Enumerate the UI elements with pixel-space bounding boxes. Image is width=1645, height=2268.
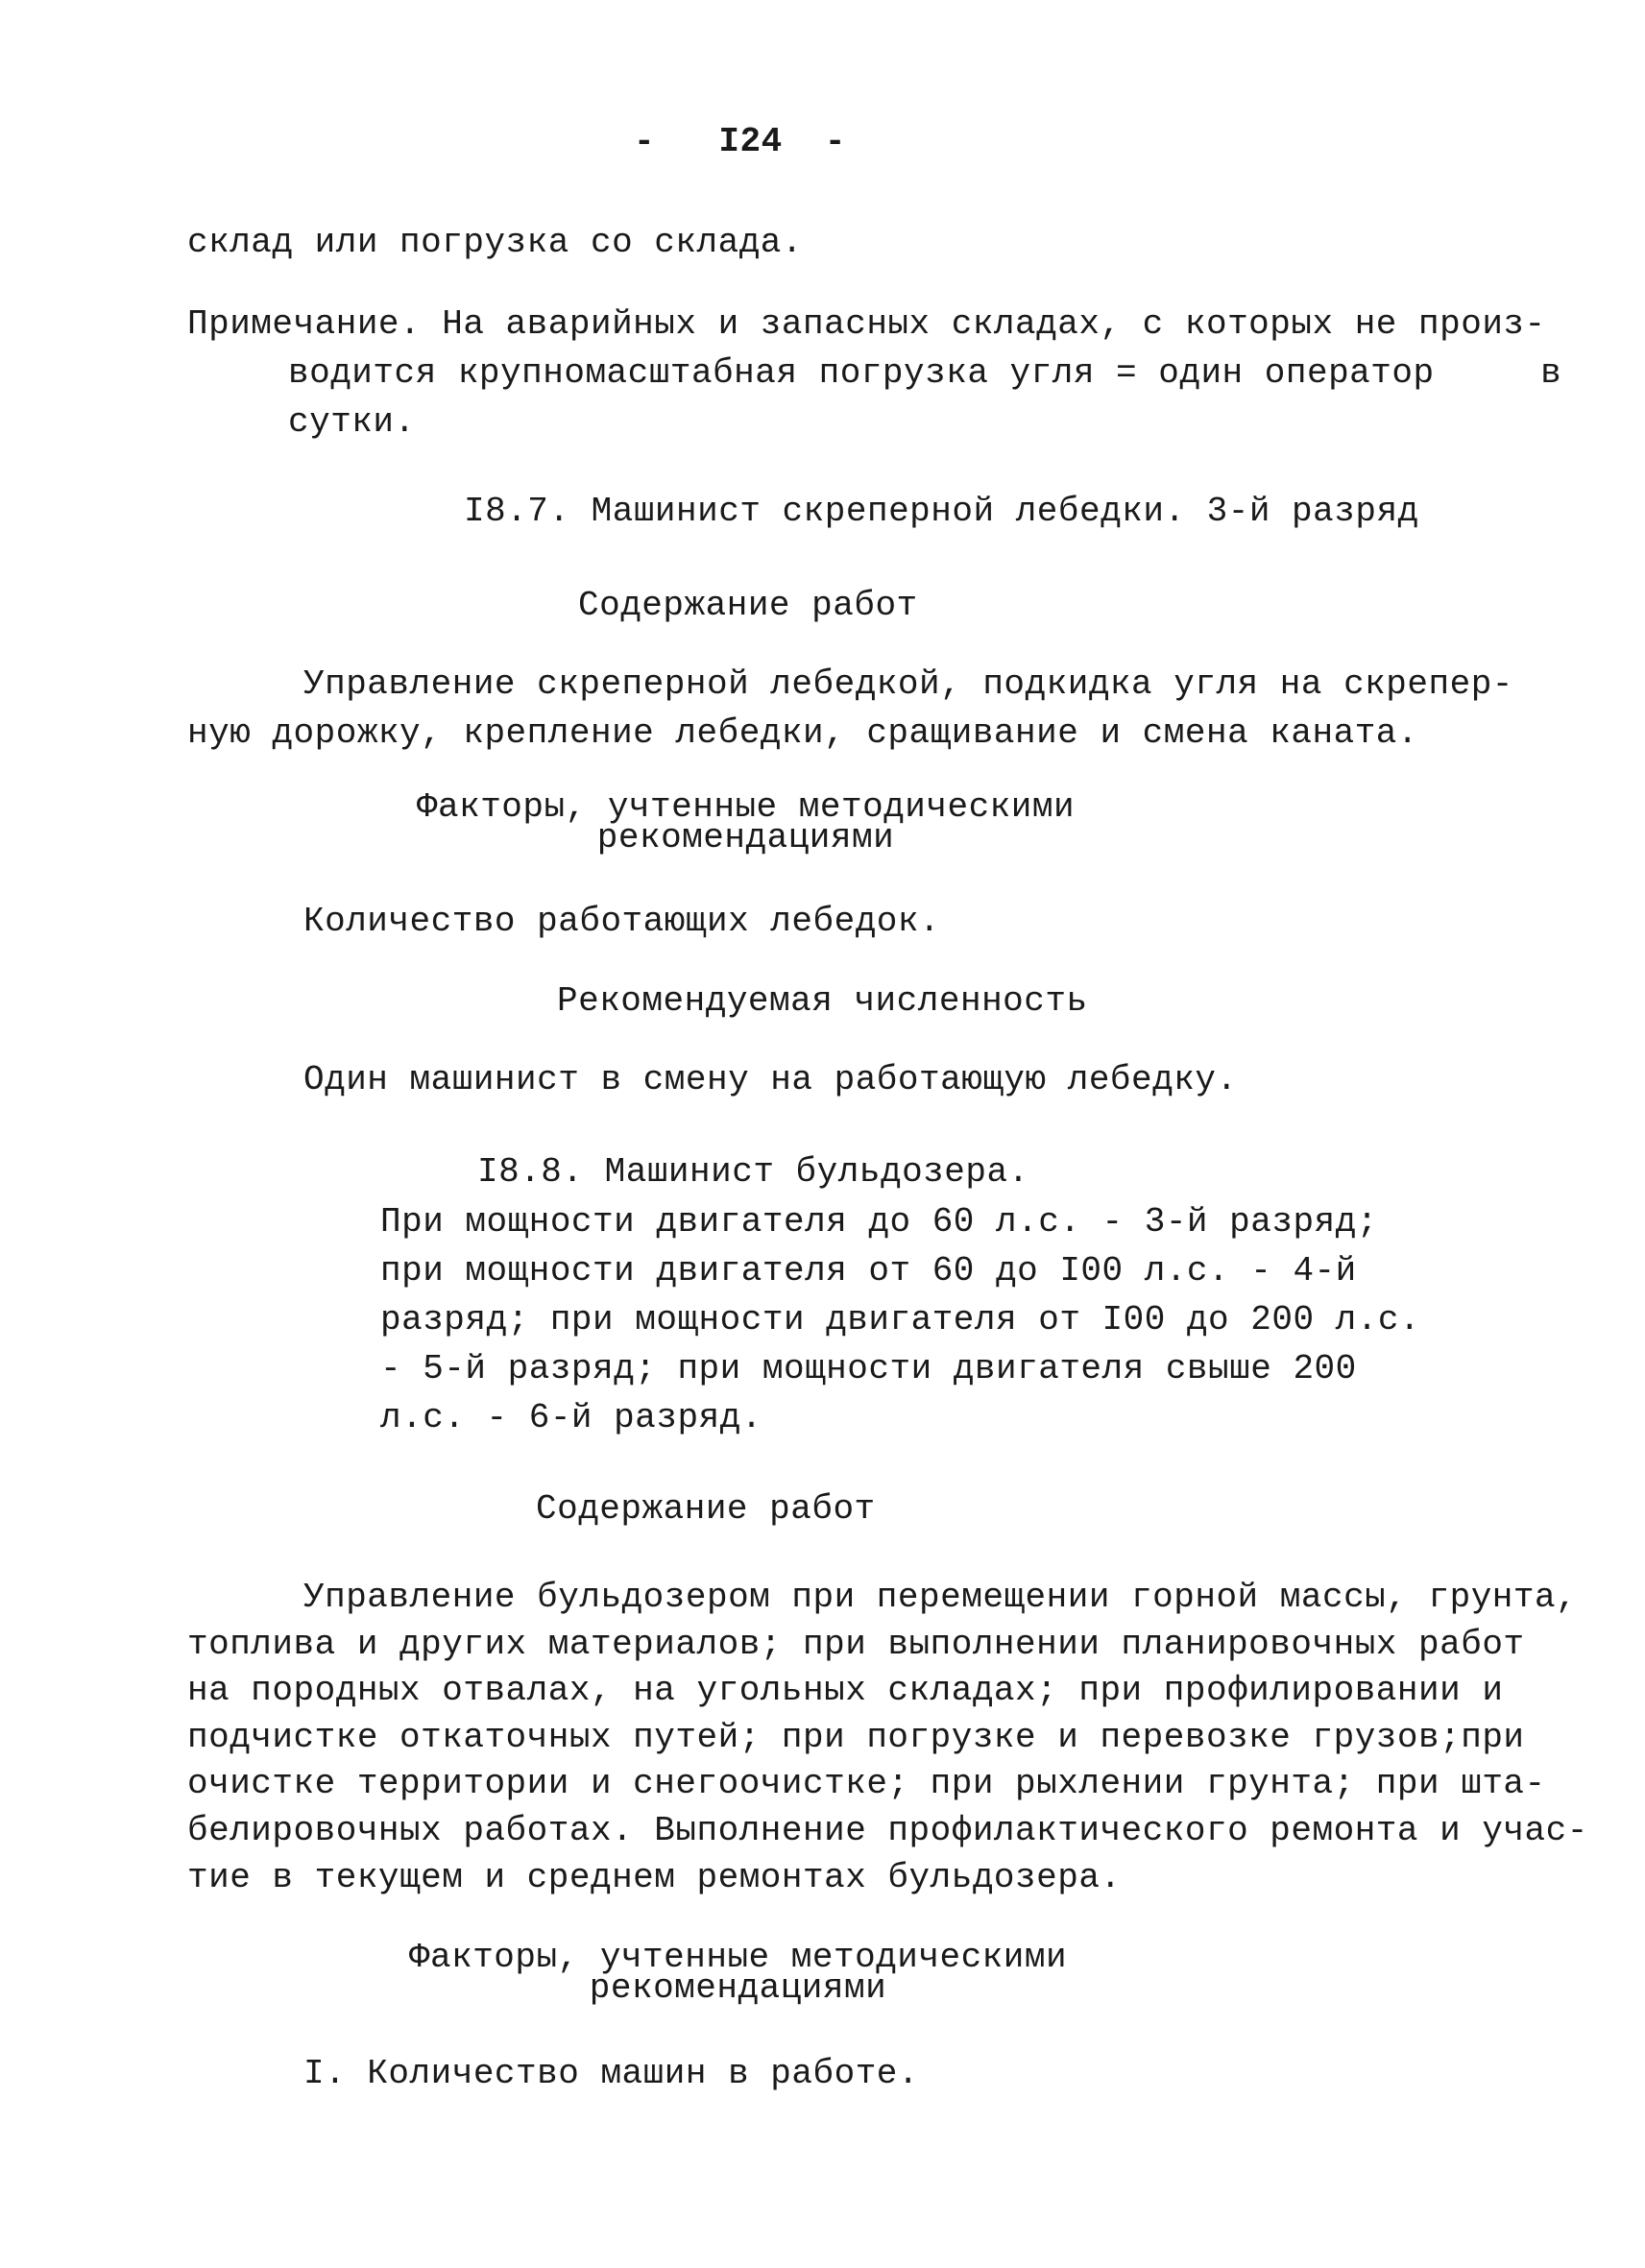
section-18-8-factors-item-1: I. Количество машин в работе. <box>303 2054 920 2093</box>
section-18-7-factors-text: Количество работающих лебедок. <box>303 902 941 941</box>
section-18-7-factors-heading-2: рекомендациями <box>596 818 895 857</box>
note-line-1: Примечание. На аварийных и запасных складах, с которых не произ- <box>187 304 1546 344</box>
intro-line: склад или погрузка со склада. <box>187 223 804 262</box>
section-18-8-grade-line-4: - 5-й разряд; при мощности двигателя свыше 200 <box>380 1349 1357 1388</box>
section-18-7-count-heading: Рекомендуемая численность <box>557 981 1088 1021</box>
note-line-2: водится крупномасштабная погрузка угля = один оператор в <box>288 353 1562 393</box>
section-18-8-grade-line-2: при мощности двигателя от 60 до I00 л.с. - 4-й <box>380 1251 1357 1291</box>
section-18-7-factors-heading-1: Факторы, учтенные методическими <box>416 787 1076 827</box>
section-18-8-work-heading: Содержание работ <box>536 1489 876 1529</box>
section-18-7-work-heading: Содержание работ <box>578 586 918 625</box>
section-18-8-work-line-7: тие в текущем и среднем ремонтах бульдозера. <box>187 1858 1122 1897</box>
section-18-8-work-line-6: белировочных работах. Выполнение профилактического ремонта и учас- <box>187 1811 1588 1850</box>
section-18-8-work-line-1: Управление бульдозером при перемещении горной массы, грунта, <box>303 1578 1578 1617</box>
section-18-8-factors-heading-2: рекомендациями <box>589 1968 887 2008</box>
note-line-3: сутки. <box>288 402 416 442</box>
page-number: - I24 - <box>634 122 847 161</box>
section-18-8-work-line-5: очистке территории и снегоочистке; при рыхлении грунта; при шта- <box>187 1764 1546 1803</box>
section-18-8-work-line-4: подчистке откаточных путей; при погрузке и перевозке грузов;при <box>187 1718 1525 1757</box>
section-18-8-grade-line-1: При мощности двигателя до 60 л.с. - 3-й разряд; <box>380 1202 1378 1242</box>
section-18-8-factors-heading-1: Факторы, учтенные методическими <box>408 1938 1068 1977</box>
section-18-8-work-line-3: на породных отвалах, на угольных складах; при профилировании и <box>187 1671 1504 1710</box>
section-18-8-grade-line-3: разряд; при мощности двигателя от I00 до 200 л.с. <box>380 1300 1421 1339</box>
section-18-8-work-line-2: топлива и других материалов; при выполнении планировочных работ <box>187 1625 1525 1664</box>
section-18-8-grade-line-5: л.с. - 6-й разряд. <box>380 1398 762 1437</box>
section-18-7-title: I8.7. Машинист скреперной лебедки. 3-й разряд <box>464 492 1419 531</box>
section-18-7-count-text: Один машинист в смену на работающую лебедку. <box>303 1060 1238 1099</box>
section-18-7-work-line-2: ную дорожку, крепление лебедки, сращивание и смена каната. <box>187 713 1419 753</box>
section-18-7-work-line-1: Управление скреперной лебедкой, подкидка угля на скрепер- <box>303 664 1513 704</box>
section-18-8-title: I8.8. Машинист бульдозера. <box>477 1152 1029 1192</box>
